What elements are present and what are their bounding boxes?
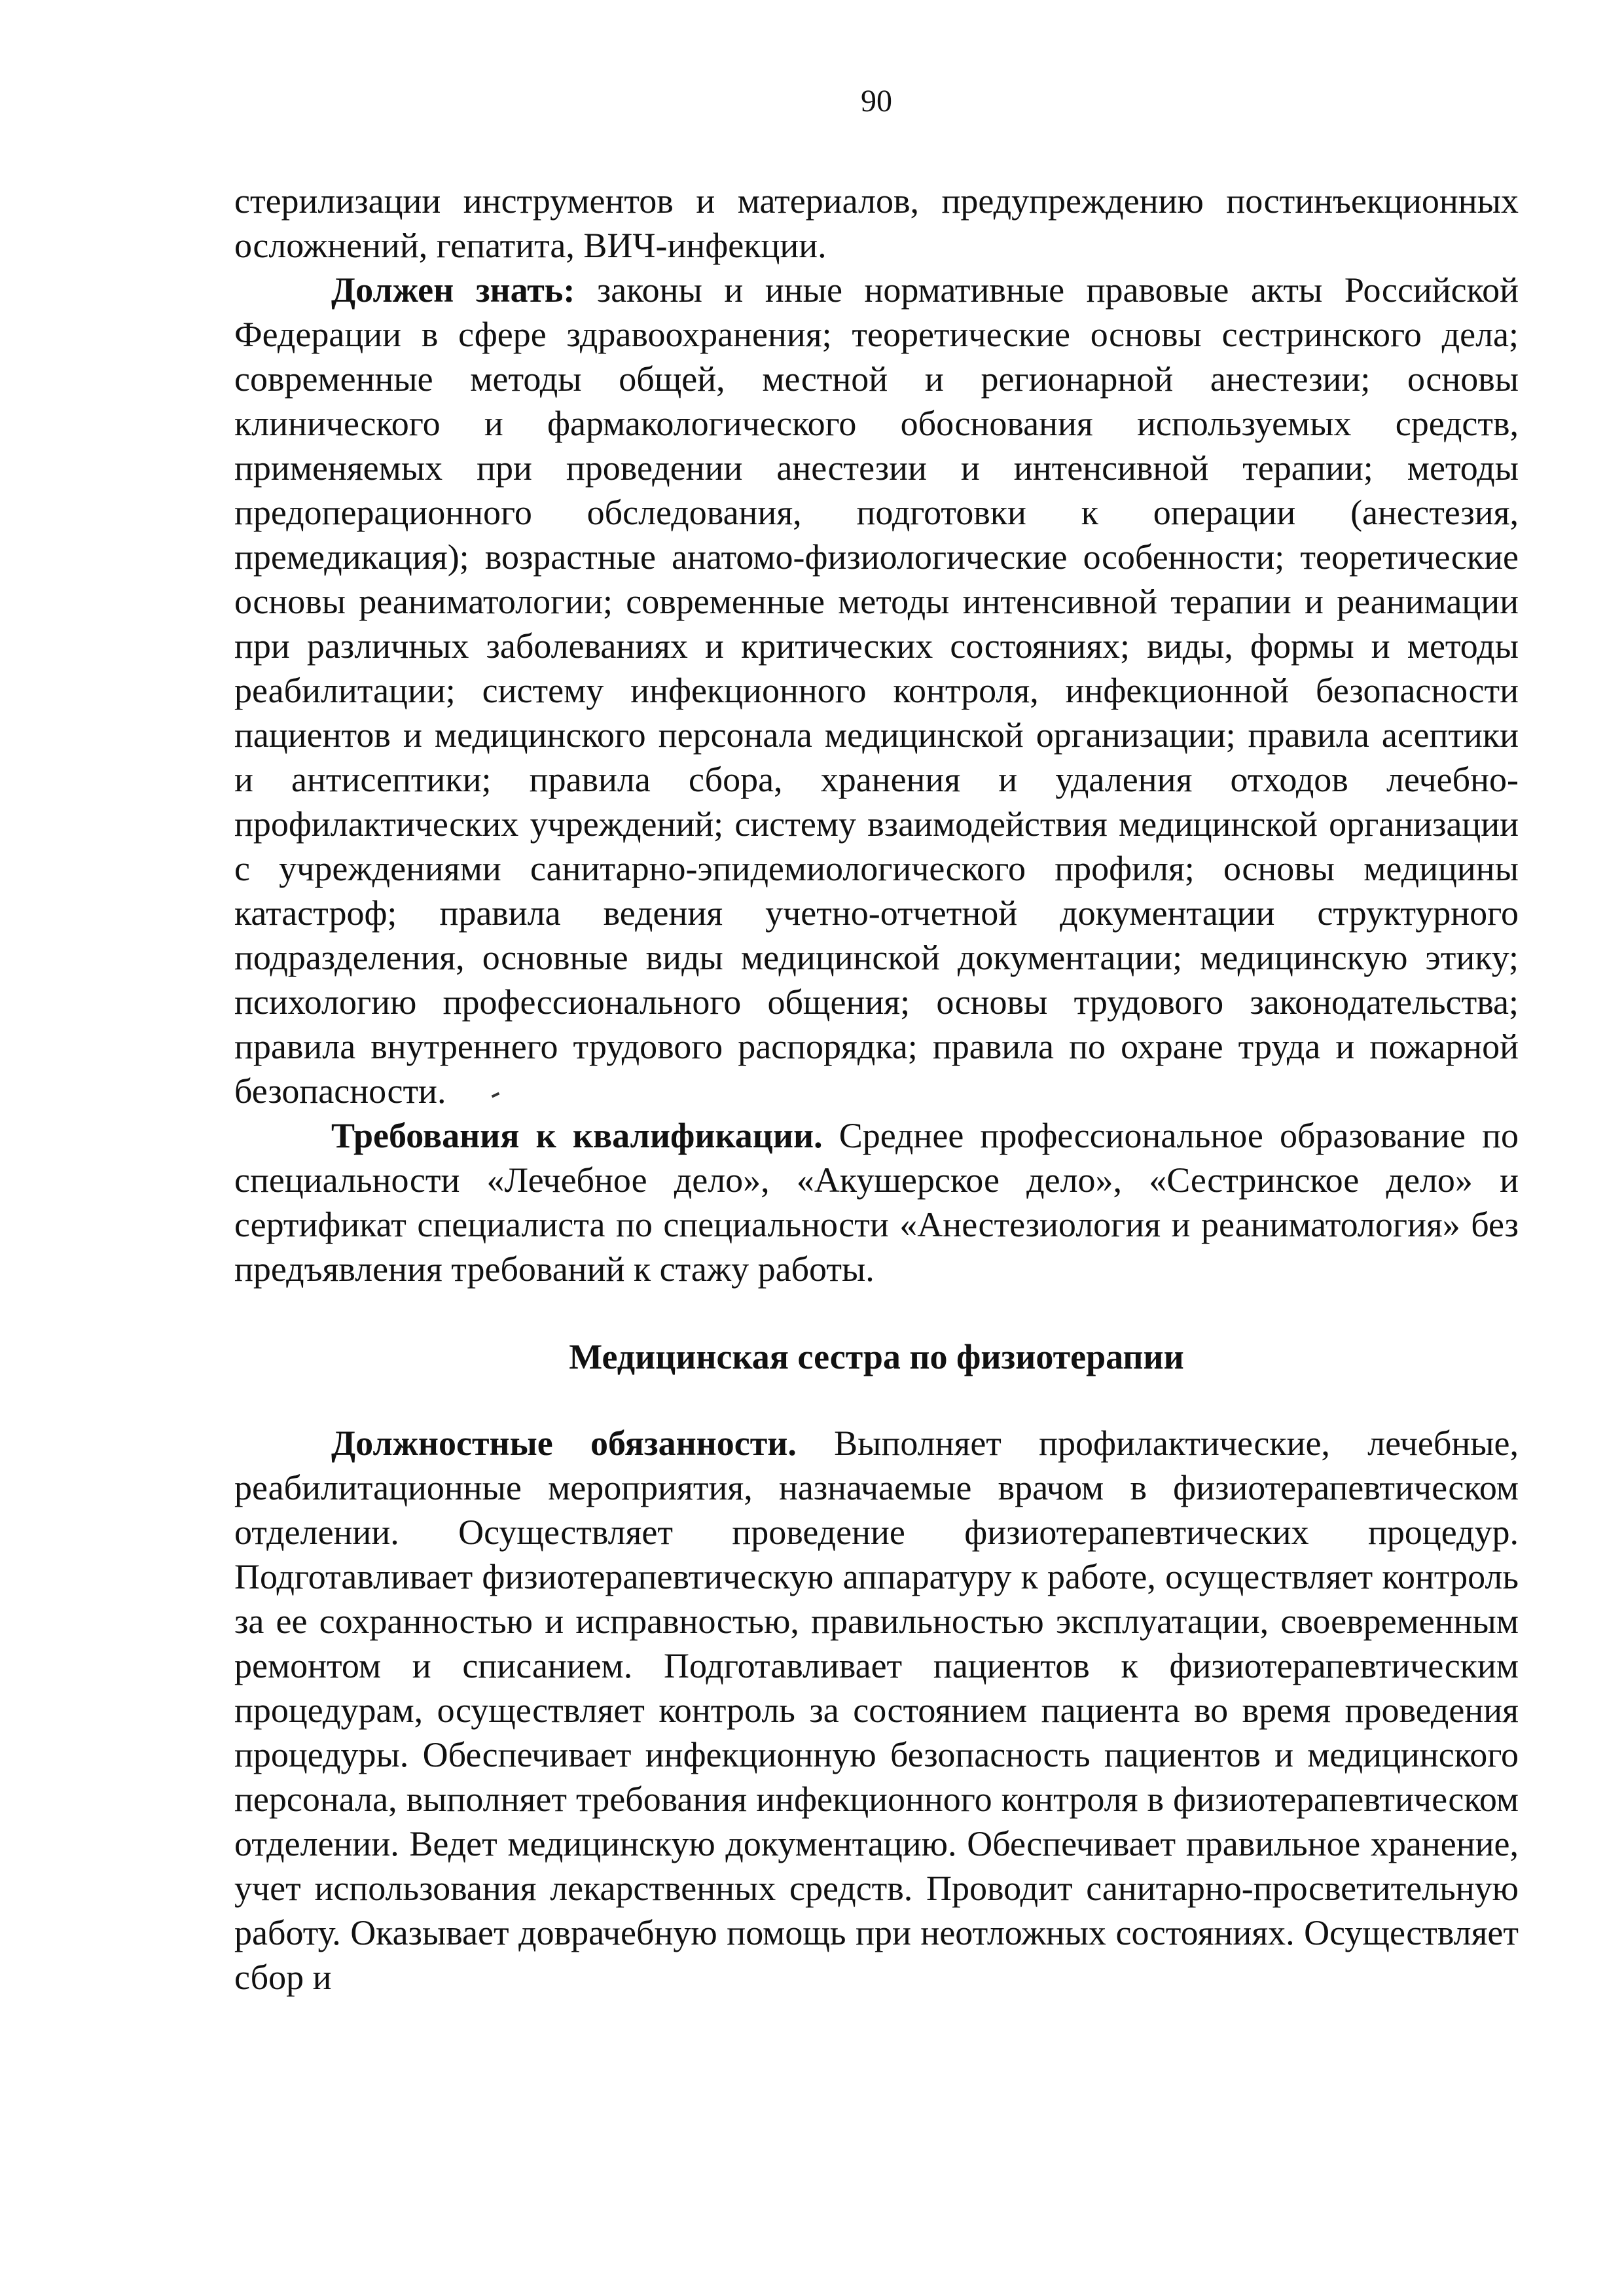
continuation-paragraph bbox=[234, 179, 1519, 268]
document-page bbox=[234, 0, 1519, 2296]
qualification-text: Среднее профессиональное образование по специальности «Лечебное дело», «Акушерское дело», «Сестринское дело» и сертификат специалиста по специальности «Анестезиология и реаниматология» без предъявления требований к стажу работы. bbox=[234, 1116, 1519, 1289]
section-heading: Медицинская сестра по физиотерапии bbox=[569, 1337, 1184, 1376]
duties-text: Выполняет профилактические, лечебные, реабилитационные мероприятия, назначаемые врачом в физиотерапевтическом отделении. Осуществляет проведение физиотерапевтических процедур. Подготавливает физиотерапевтическую аппаратуру к работе, осуществляет контроль за ее сохранностью и исправностью, правильностью эксплуатации, своевременным ремонтом и списанием. Подготавливает пациентов к физиотерапевтическим процедурам, осуществляет контроль за состоянием пациента во время проведения процедуры. Обеспечивает инфекционную безопасность пациентов и медицинского персонала, выполняет требования инфекционного контроля в физиотерапевтическом отделении. Ведет медицинскую документацию. Обеспечивает правильное хранение, учет использования лекарственных средств. Проводит санитарно-просветительную работу. Оказывает доврачебную помощь при неотложных состояниях. Осуществляет сбор и bbox=[234, 1424, 1519, 1997]
qualification-paragraph bbox=[234, 1113, 1519, 1291]
duties-term: Должностные обязанности. bbox=[331, 1424, 797, 1463]
must-know-paragraph bbox=[234, 268, 1519, 1113]
must-know-text: законы и иные нормативные правовые акты Российской Федерации в сфере здравоохранения; теоретические основы сестринского дела; современные методы общей, местной и регионарной анестезии; основы клинического и фармакологического обоснования используемых средств, применяемых при проведении анестезии и интенсивной терапии; методы предоперационного обследования, подготовки к операции (анестезия, премедикация); возрастные анатомо-физиологические особенности; теоретические основы реаниматологии; современные методы интенсивной терапии и реанимации при различных заболеваниях и критических состояниях; виды, формы и методы реабилитации; систему инфекционного контроля, инфекционной безопасности пациентов и медицинского персонала медицинской организации; правила асептики и антисептики; правила сбора, хранения и удаления отходов лечебно-профилактических учреждений; систему взаимодействия медицинской организации с учреждениями санитарно-эпидемиологического профиля; основы медицины катастроф; правила ведения учетно-отчетной документации структурного подразделения, основные виды медицинской документации; медицинскую этику; психологию профессионального общения; основы трудового законодательства; правила внутреннего трудового распорядка; правила по охране труда и пожарной безопасности. bbox=[234, 270, 1519, 1111]
must-know-term: Должен знать: bbox=[331, 270, 575, 310]
continuation-text: стерилизации инструментов и материалов, предупреждению постинъекционных осложнений, гепатита, ВИЧ-инфекции. bbox=[234, 181, 1519, 265]
duties-paragraph bbox=[234, 1421, 1519, 2000]
document-body bbox=[234, 179, 1519, 2000]
qualification-term: Требования к квалификации. bbox=[331, 1116, 823, 1155]
stray-mark bbox=[492, 1092, 500, 1098]
page-number: 90 bbox=[861, 84, 892, 118]
